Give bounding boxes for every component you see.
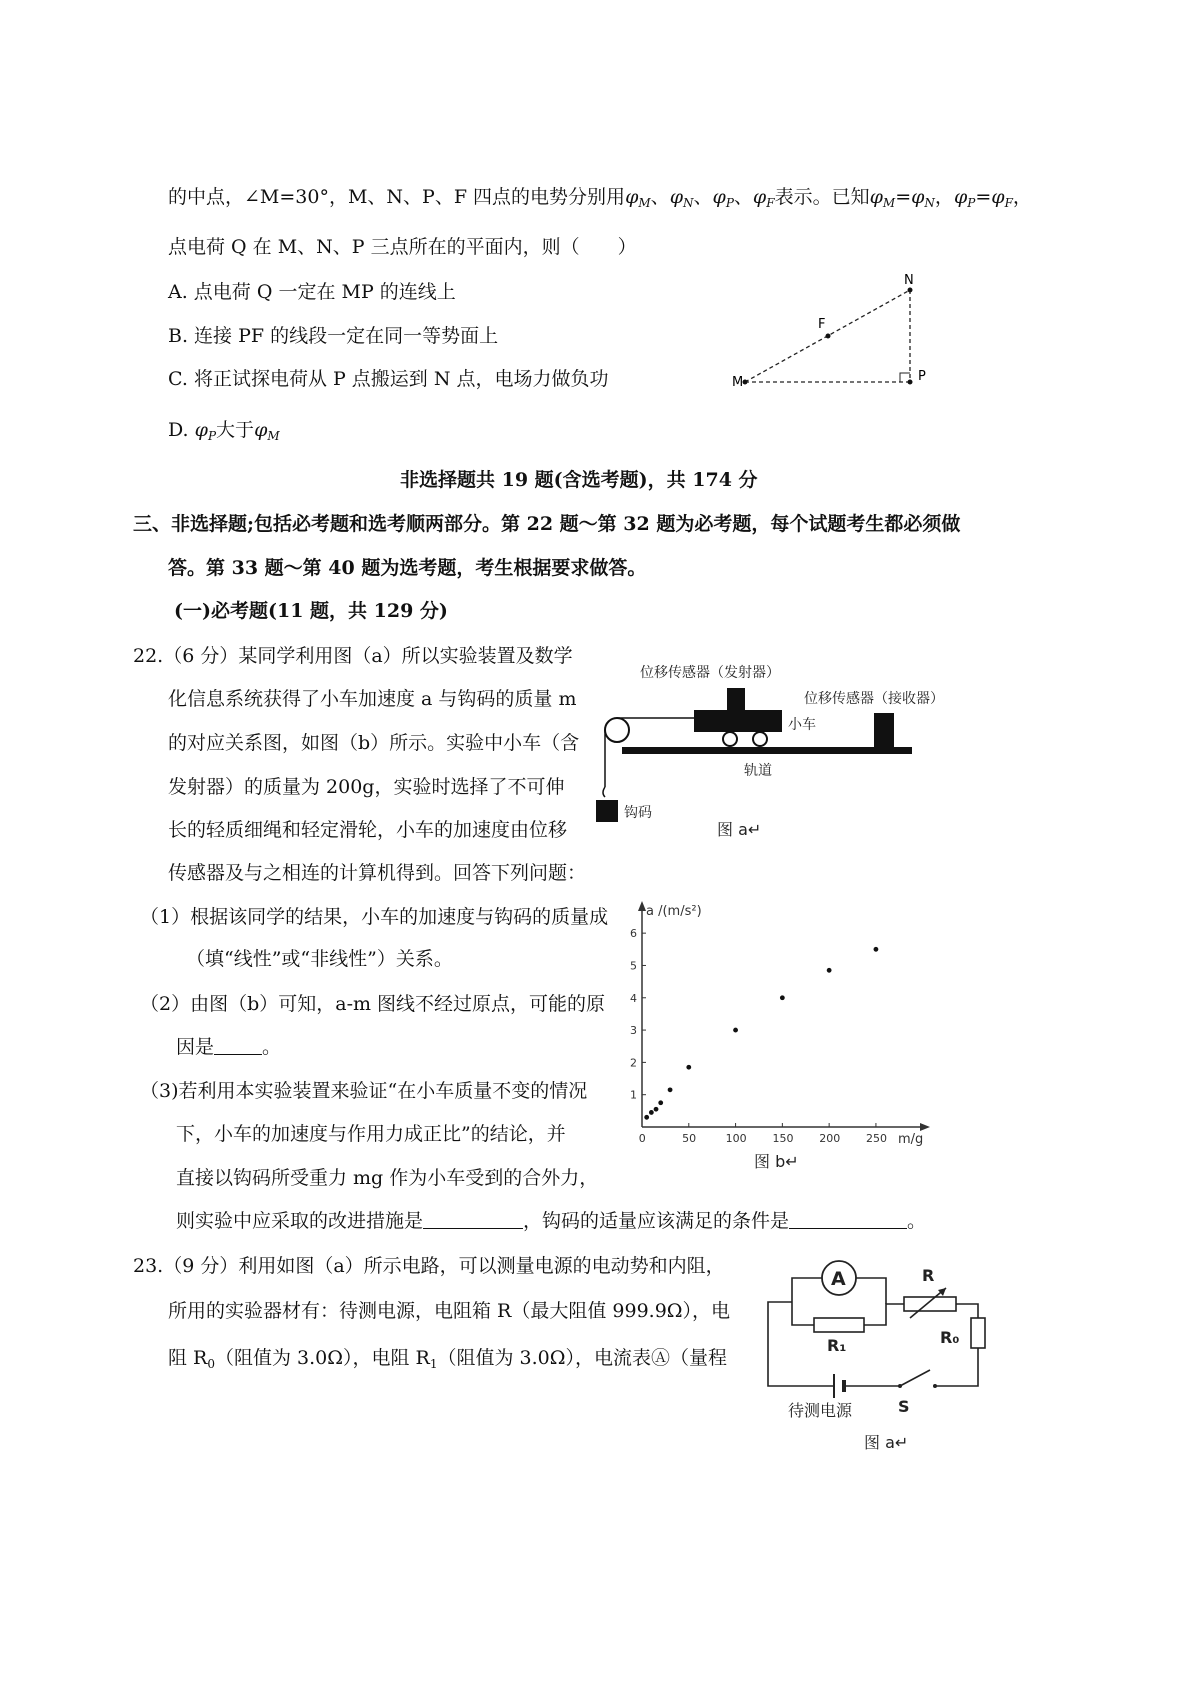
sub-p: P: [725, 196, 734, 210]
label-p: P: [918, 369, 926, 384]
x-axis-arrow: [920, 1123, 930, 1131]
sub-m: M: [267, 429, 280, 443]
q22-line-3: 发射器）的质量为 200g，实验时选择了不可伸: [168, 776, 565, 798]
phi-symbol: φ: [911, 186, 925, 208]
equals: =: [895, 186, 912, 208]
x-axis-label: m/g: [898, 1132, 924, 1147]
q21-option-d: [168, 421, 280, 442]
sub-p: P: [967, 196, 976, 210]
q22-line-0: 22.（6 分）某同学利用图（a）所以实验装置及数学: [133, 645, 573, 667]
r0-label: R₀: [940, 1328, 960, 1347]
point-f: [826, 334, 831, 339]
q21-line1-mid: 表示。已知: [774, 186, 870, 208]
part2-end: 。: [262, 1036, 282, 1058]
r-label: R: [922, 1266, 935, 1285]
q23-line3-a: 阻 R: [168, 1347, 208, 1369]
apparatus-figure: [592, 655, 944, 840]
wire: [768, 1302, 834, 1386]
wire: [935, 1348, 978, 1386]
receiver-label: 位移传感器（接收器）: [804, 691, 944, 707]
data-point: [780, 995, 785, 1000]
wire: [792, 1278, 822, 1302]
comma: ，: [1012, 186, 1032, 208]
switch-contact: [933, 1384, 937, 1388]
q22-part3-c: 直接以钩码所受重力 mg 作为小车受到的合外力，: [176, 1167, 599, 1189]
separator: 、: [733, 186, 753, 208]
track-label: 轨道: [744, 763, 772, 779]
q22-line-4: 长的轻质细绳和轻定滑轮，小车的加速度由位移: [168, 819, 568, 841]
circuit-figure: [760, 1258, 990, 1458]
y-axis-label: a /(m/s²): [646, 904, 702, 919]
wire: [856, 1278, 886, 1304]
sub-m: M: [638, 196, 651, 210]
wire: [864, 1304, 904, 1325]
sub-f: F: [1004, 196, 1013, 210]
answer-blank[interactable]: [214, 1038, 262, 1055]
part3-text-a: 则实验中应采取的改进措施是: [176, 1210, 424, 1232]
weight-block: [596, 800, 618, 822]
answer-blank[interactable]: [789, 1212, 907, 1229]
answer-blank[interactable]: [423, 1212, 523, 1229]
label-n: N: [904, 273, 914, 288]
q22-part1-a: （1）根据该同学的结果，小车的加速度与钩码的质量成: [140, 906, 609, 928]
q23-line3: [168, 1349, 727, 1370]
separator: 、: [650, 186, 670, 208]
data-point: [668, 1087, 673, 1092]
fig-a-caption: 图 a↵: [717, 820, 762, 839]
cart-wheel: [723, 732, 737, 746]
q22-line-1: 化信息系统获得了小车加速度 a 与钩码的质量 m: [168, 688, 577, 710]
y-tick-label: 4: [630, 991, 637, 1005]
sub-p: P: [207, 429, 217, 443]
q22-part1-b: （填“线性”或“非线性”）关系。: [186, 948, 453, 970]
option-d-label: D.: [168, 419, 189, 441]
data-point: [874, 947, 879, 952]
y-tick-label: 6: [630, 927, 637, 941]
data-point: [733, 1028, 738, 1033]
phi-symbol: φ: [669, 186, 683, 208]
x-tick-label: 200: [819, 1132, 841, 1145]
hook: [603, 787, 605, 797]
resistor-r1: [814, 1318, 864, 1332]
q21-line2: 点电荷 Q 在 M、N、P 三点所在的平面内，则（ ）: [168, 236, 637, 258]
triangle-figure: [730, 268, 940, 398]
phi-symbol: φ: [625, 186, 639, 208]
wire: [956, 1304, 978, 1318]
comma: ，: [934, 186, 954, 208]
data-point: [827, 968, 832, 973]
wire: [792, 1302, 814, 1325]
r1-label: R₁: [827, 1336, 847, 1355]
point-p: [908, 380, 913, 385]
phi-symbol: φ: [953, 186, 968, 208]
x-tick-label: 50: [682, 1132, 697, 1145]
cart-body: [694, 710, 782, 732]
q22-part3-a: （3)若利用本实验装置来验证“在小车质量不变的情况: [140, 1080, 588, 1102]
x-tick-label: 100: [725, 1132, 747, 1145]
point-n: [908, 288, 913, 293]
q22-line-2: 的对应关系图，如图（b）所示。实验中小车（含: [168, 732, 580, 754]
resistor-box-r: [904, 1297, 956, 1311]
section3-subheading: (一)必考题(11 题，共 129 分): [174, 600, 448, 622]
cart-label: 小车: [788, 717, 816, 733]
sub-1: 1: [429, 1357, 438, 1371]
q21-line1: [168, 188, 1032, 209]
q21-option-a: A. 点电荷 Q 一定在 MP 的连线上: [168, 281, 456, 303]
q23-line3-c: （阻值为 3.0Ω），电流表Ⓐ（量程: [437, 1347, 728, 1369]
point-m: [743, 380, 748, 385]
phi-symbol: φ: [752, 186, 767, 208]
y-tick-label: 1: [630, 1088, 637, 1102]
phi-symbol: φ: [254, 419, 268, 441]
switch-lever: [900, 1370, 930, 1386]
data-point: [644, 1115, 649, 1120]
ammeter-label: A: [831, 1268, 846, 1290]
section-header: 非选择题共 19 题(含选考题)，共 174 分: [400, 469, 758, 491]
part3-text-b: ，钩码的适量应该满足的条件是: [523, 1210, 790, 1232]
q22-part3-b: 下，小车的加速度与作用力成正比”的结论，并: [176, 1123, 566, 1145]
sub-n: N: [924, 196, 935, 210]
part2-text: 因是: [176, 1036, 215, 1058]
track: [622, 747, 912, 754]
data-point: [658, 1100, 663, 1105]
q21-line1-text: 的中点，∠M=30°，M、N、P、F 四点的电势分别用: [168, 186, 626, 208]
y-tick-label: 3: [630, 1024, 637, 1038]
label-m: M: [732, 375, 744, 390]
sub-f: F: [766, 196, 775, 210]
receiver-block: [874, 713, 894, 747]
q23-line1: 23.（9 分）利用如图（a）所示电路，可以测量电源的电动势和内阻，: [133, 1255, 725, 1277]
resistor-r0: [971, 1318, 985, 1348]
section3-line2: 答。第 33 题～第 40 题为选考题，考生根据要求做答。: [168, 557, 647, 579]
section3-line1: 三、非选择题;包括必考题和选考顺两部分。第 22 题～第 32 题为必考题，每个试题考生都必须做: [133, 513, 961, 535]
switch-label: S: [898, 1397, 910, 1416]
y-axis-arrow: [638, 901, 646, 911]
phi-symbol: φ: [869, 186, 883, 208]
fig-b-caption: 图 b↵: [754, 1152, 799, 1171]
equals: =: [975, 186, 992, 208]
y-tick-label: 2: [630, 1056, 637, 1070]
q21-option-b: B. 连接 PF 的线段一定在同一等势面上: [168, 325, 499, 347]
separator: 、: [693, 186, 713, 208]
source-label: 待测电源: [788, 1401, 853, 1420]
emitter-label: 位移传感器（发射器）: [640, 665, 780, 681]
scatter-chart: [612, 895, 942, 1175]
q23-line2: 所用的实验器材有：待测电源，电阻箱 R（最大阻值 999.9Ω），电: [168, 1300, 731, 1322]
q22-line-5: 传感器及与之相连的计算机得到。回答下列问题：: [168, 862, 587, 884]
q22-part2-a: （2）由图（b）可知，a-m 图线不经过原点，可能的原: [140, 993, 606, 1015]
part3-end: 。: [907, 1210, 927, 1232]
data-point: [654, 1107, 659, 1112]
q22-part3-d: [176, 1212, 926, 1231]
x-tick-label: 150: [772, 1132, 794, 1145]
data-point: [686, 1065, 691, 1070]
arrow-head: [938, 1288, 946, 1296]
y-tick-label: 5: [630, 959, 637, 973]
q21-option-c: C. 将正试探电荷从 P 点搬运到 N 点，电场力做负功: [168, 368, 609, 390]
option-d-mid: 大于: [216, 419, 255, 441]
sub-n: N: [683, 196, 694, 210]
x-tick-label: 250: [866, 1132, 888, 1145]
pulley: [605, 718, 629, 742]
q23-line3-b: （阻值为 3.0Ω），电阻 R: [215, 1347, 430, 1369]
fig-caption: 图 a↵: [864, 1433, 909, 1452]
phi-symbol: φ: [712, 186, 726, 208]
sub-m: M: [882, 196, 896, 210]
x-tick-label: 0: [638, 1132, 646, 1145]
label-f: F: [818, 317, 826, 332]
weight-label: 钩码: [624, 805, 652, 821]
phi-symbol: φ: [194, 419, 208, 441]
phi-symbol: φ: [991, 186, 1005, 208]
sub-0: 0: [207, 1357, 215, 1371]
q22-part2-b: [176, 1038, 281, 1057]
data-point: [649, 1110, 654, 1115]
cart-wheel: [753, 732, 767, 746]
